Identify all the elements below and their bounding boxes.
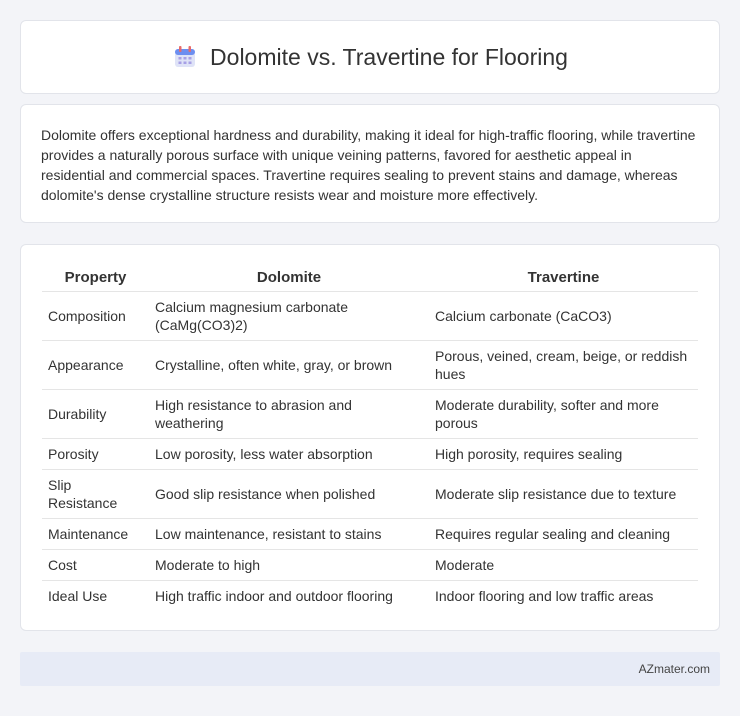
row-dolomite: High traffic indoor and outdoor flooring	[149, 580, 429, 611]
page-title: Dolomite vs. Travertine for Flooring	[210, 43, 568, 70]
row-property: Composition	[42, 291, 149, 340]
header-property: Property	[64, 269, 127, 287]
row-travertine: Moderate	[429, 549, 698, 580]
intro-text: Dolomite offers exceptional hardness and durability, making it ideal for high-traffic flooring, while travertine provides a naturally porous surface with unique veining patterns, favored for aesthetic appeal in residential and commercial spaces. Travertine requires sealing to prevent stains and damage, whereas dolomite's dense crystalline structure resists wear and moisture more effectively.	[41, 127, 696, 203]
footer-brand: AZmater.com	[638, 662, 710, 676]
table-row	[42, 518, 698, 549]
row-dolomite: Moderate to high	[149, 549, 429, 580]
row-property: Slip Resistance	[42, 469, 149, 518]
row-travertine: Calcium carbonate (CaCO3)	[429, 291, 698, 340]
row-property: Ideal Use	[42, 580, 149, 611]
calendar-icon	[172, 44, 198, 70]
comparison-table	[42, 265, 698, 611]
header-dolomite: Dolomite	[256, 269, 322, 287]
row-dolomite: Low maintenance, resistant to stains	[149, 518, 429, 549]
table-row	[42, 549, 698, 580]
table-row	[42, 291, 698, 340]
row-travertine: Indoor flooring and low traffic areas	[429, 580, 698, 611]
row-property: Porosity	[42, 438, 149, 469]
header-travertine: Travertine	[527, 269, 600, 287]
row-travertine: High porosity, requires sealing	[429, 438, 698, 469]
row-dolomite: Low porosity, less water absorption	[149, 438, 429, 469]
row-travertine: Moderate durability, softer and more porous	[429, 389, 698, 438]
table-row	[42, 469, 698, 518]
table-row	[42, 580, 698, 611]
row-property: Cost	[42, 549, 149, 580]
intro-card	[20, 104, 720, 223]
row-dolomite: High resistance to abrasion and weathering	[149, 389, 429, 438]
table-row	[42, 438, 698, 469]
table-row	[42, 340, 698, 389]
row-travertine: Moderate slip resistance due to texture	[429, 469, 698, 518]
footer	[20, 652, 720, 686]
table-row	[42, 389, 698, 438]
row-travertine: Requires regular sealing and cleaning	[429, 518, 698, 549]
row-property: Appearance	[42, 340, 149, 389]
row-dolomite: Calcium magnesium carbonate (CaMg(CO3)2)	[149, 291, 429, 340]
row-dolomite: Crystalline, often white, gray, or brown	[149, 340, 429, 389]
title-card	[20, 20, 720, 94]
table-header-row	[42, 265, 698, 291]
row-property: Maintenance	[42, 518, 149, 549]
row-property: Durability	[42, 389, 149, 438]
row-dolomite: Good slip resistance when polished	[149, 469, 429, 518]
row-travertine: Porous, veined, cream, beige, or reddish hues	[429, 340, 698, 389]
comparison-table-card	[20, 244, 720, 631]
